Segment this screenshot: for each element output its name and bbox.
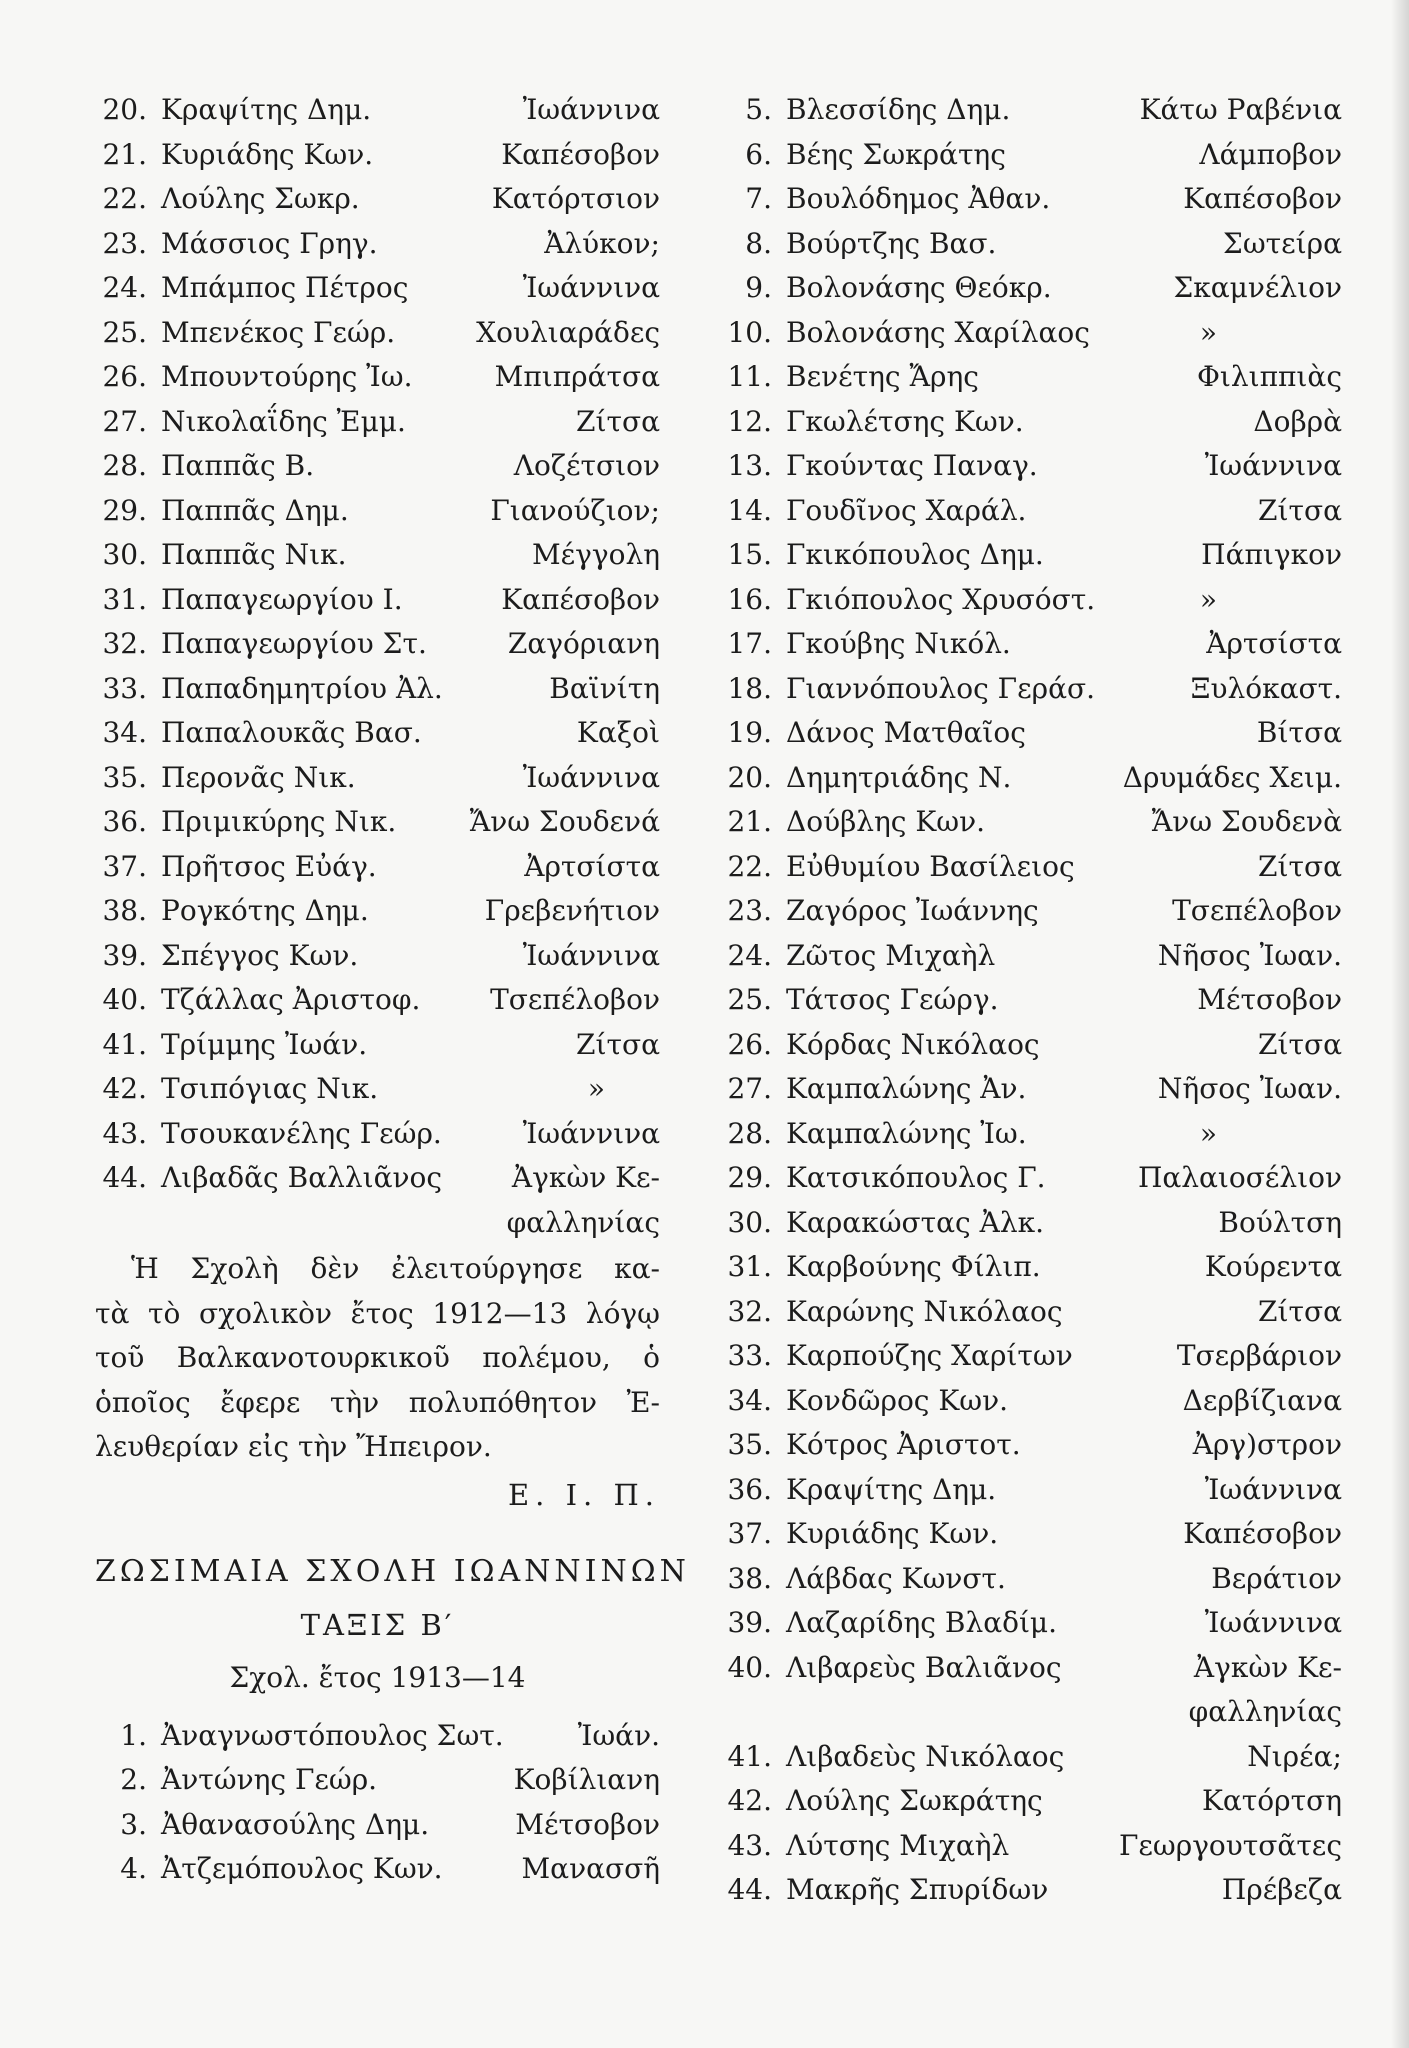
section-subtitle-class: ΤΑΞΙΣ Β′ (300, 1607, 455, 1642)
list-item (720, 1290, 1342, 1335)
entry-name: Μάσσιος Γρηγ. (161, 226, 378, 260)
list-item (720, 1512, 1342, 1557)
entry-name: Τάτσος Γεώργ. (786, 983, 999, 1016)
entry-name: Κατσικόπουλος Γ. (786, 1161, 1046, 1194)
entry-place: » (1199, 1116, 1217, 1150)
entry-name: Πριμικύρης Νικ. (161, 805, 397, 838)
list-item (720, 444, 1342, 489)
entry-name: Κραψίτης Δημ. (161, 93, 372, 126)
entry-place: Μανασσῆ (521, 1852, 660, 1885)
entry-place: Σκαμνέλιον (1173, 271, 1342, 304)
entry-place: Κατόρτση (1201, 1784, 1342, 1817)
entry-number: 25. (102, 315, 147, 349)
entry-number: 43. (727, 1828, 772, 1862)
list-item (95, 266, 660, 311)
list-item (95, 1803, 660, 1848)
entry-place: Χουλιαράδες (476, 315, 660, 349)
list-item (720, 1868, 1342, 1913)
entry-place: Νῆσος Ἰωαν. (1157, 1072, 1342, 1105)
entry-place: Τσεπέλοβον (490, 983, 660, 1016)
entry-name: Γκούβης Νικόλ. (786, 627, 1011, 660)
entry-place: Κοβίλιανη (513, 1763, 660, 1796)
entry-place: Μπιπράτσα (494, 360, 660, 393)
list-item (95, 1156, 660, 1201)
entry-number: 38. (102, 894, 147, 927)
right-column (720, 88, 1342, 1913)
entry-number: 18. (727, 671, 772, 705)
entry-place: Καπέσοβον (1183, 1517, 1342, 1550)
entry-number: 41. (102, 1027, 147, 1061)
entry-place: Ἀργ)στρον (1192, 1428, 1342, 1461)
entry-name: Παππᾶς Νικ. (161, 538, 347, 571)
entry-name: Παππᾶς Δημ. (161, 493, 349, 527)
entry-place: Ζαγόριανη (507, 627, 660, 660)
list-item (95, 1847, 660, 1892)
entry-number: 37. (102, 849, 147, 883)
entry-name: Καμπαλώνης Ἰω. (786, 1116, 1027, 1150)
paragraph-line: τοῦ Βαλκανοτουρκικοῦ πολέμου, ὁ (95, 1341, 660, 1374)
section-school-year: Σχολ. ἔτος 1913—14 (229, 1660, 526, 1694)
entry-name: Σπέγγος Κων. (161, 938, 359, 972)
entry-number: 10. (727, 315, 772, 349)
entry-place: Ζίτσα (1258, 493, 1342, 527)
entry-place: Λοζέτσιον (513, 449, 660, 482)
list-item (95, 1714, 660, 1759)
list-item (720, 400, 1342, 445)
entry-place: Νῆσος Ἰωαν. (1157, 938, 1342, 972)
entry-name: Κόρδας Νικόλαος (786, 1027, 1040, 1061)
list-item (720, 88, 1342, 133)
list-item (720, 1601, 1342, 1646)
list-item (720, 889, 1342, 934)
entry-name: Καρβούνης Φίλιπ. (786, 1250, 1041, 1283)
list-item (720, 1201, 1342, 1246)
entry-number: 32. (727, 1294, 772, 1328)
list-item (720, 1156, 1342, 1201)
entry-number: 37. (727, 1517, 772, 1550)
entry-place: Βούλτση (1218, 1205, 1342, 1239)
entry-place: Ζίτσα (576, 404, 660, 438)
entry-place: Γρεβενήτιον (484, 894, 660, 927)
entry-number: 4. (120, 1852, 147, 1885)
list-item (95, 889, 660, 934)
entry-place: Βαϊνίτη (549, 671, 660, 705)
entry-place: Δοβρὰ (1253, 404, 1342, 438)
paragraph-line: ὁποῖος ἔφερε τὴν πολυπόθητον Ἐ- (95, 1385, 660, 1419)
entry-number: 36. (102, 805, 147, 838)
list-item (720, 1334, 1342, 1379)
entry-number: 29. (102, 493, 147, 527)
entry-place: Ζίτσα (576, 1027, 660, 1061)
student-list-class-a-continued (95, 88, 660, 1245)
list-item (720, 1379, 1342, 1424)
entry-number: 17. (727, 627, 772, 660)
list-item (720, 1646, 1342, 1691)
entry-name: Παπαδημητρίου Ἀλ. (161, 671, 443, 705)
entry-name: Βενέτης Ἄρης (786, 360, 979, 393)
entry-place: Ἰωάννινα (1204, 449, 1342, 482)
list-item (720, 533, 1342, 578)
entry-place: Ἄνω Σουδενά (469, 805, 660, 838)
entry-place: » (1199, 315, 1217, 349)
entry-number: 16. (727, 582, 772, 616)
list-item (720, 711, 1342, 756)
entry-number: 31. (727, 1250, 772, 1283)
list-item (95, 311, 660, 356)
entry-name: Κραψίτης Δημ. (786, 1472, 997, 1506)
entry-place: » (1199, 582, 1217, 616)
entry-name: Γιαννόπουλος Γεράσ. (786, 671, 1095, 705)
list-item (720, 1779, 1342, 1824)
list-item (95, 800, 660, 845)
list-item (720, 667, 1342, 712)
list-item (95, 934, 660, 979)
list-item (95, 222, 660, 267)
entry-place: Καπέσοβον (501, 582, 660, 616)
list-item (95, 756, 660, 801)
entry-name: Παπαλουκᾶς Βασ. (161, 716, 422, 749)
entry-place: Μέτσοβον (515, 1807, 660, 1841)
entry-number: 7. (745, 182, 772, 215)
entry-number: 26. (102, 360, 147, 393)
entry-name: Γκιόπουλος Χρυσόστ. (786, 582, 1096, 616)
list-item (720, 489, 1342, 534)
entry-number: 27. (727, 1072, 772, 1105)
entry-place: Γεωργουτσᾶτες (1118, 1828, 1342, 1862)
entry-place: Ἰωάννινα (522, 938, 660, 972)
entry-name: Μπουντούρης Ἰω. (161, 360, 413, 393)
list-item (95, 845, 660, 890)
list-item (720, 1735, 1342, 1780)
entry-name: Δάνος Ματθαῖος (786, 716, 1026, 749)
student-list-class-b-continued (720, 88, 1342, 1913)
entry-name: Λούλης Σωκράτης (786, 1784, 1043, 1817)
entry-number: 20. (102, 93, 147, 126)
entry-number: 15. (727, 538, 772, 571)
list-item (720, 934, 1342, 979)
entry-place: Ἀρτσίστα (524, 849, 660, 883)
entry-number: 22. (727, 849, 772, 883)
entry-name: Μακρῆς Σπυρίδων (786, 1873, 1049, 1906)
entry-place: Ἰωάννινα (522, 760, 660, 794)
list-item (95, 1112, 660, 1157)
entry-name: Λιβαδᾶς Βαλλιᾶνος (161, 1161, 443, 1194)
entry-number: 24. (102, 271, 147, 304)
entry-place: Κάτω Ραβένια (1139, 93, 1342, 126)
entry-place: Παλαιοσέλιον (1137, 1161, 1342, 1194)
entry-place: Βίτσα (1256, 716, 1342, 749)
entry-number: 13. (727, 449, 772, 482)
entry-name: Ἀτζεμόπουλος Κων. (161, 1852, 443, 1885)
entry-number: 20. (727, 760, 772, 794)
list-item (720, 1067, 1342, 1112)
entry-number: 28. (102, 449, 147, 482)
entry-name: Καρπούζης Χαρίτων (786, 1339, 1073, 1372)
entry-number: 30. (102, 538, 147, 571)
list-item (95, 1067, 660, 1112)
entry-number: 1. (120, 1718, 147, 1752)
entry-name: Καρώνης Νικόλαος (786, 1294, 1063, 1328)
entry-place: Μέγγολη (531, 538, 660, 571)
list-item (720, 1423, 1342, 1468)
paragraph-line: τὰ τὸ σχολικὸν ἔτος 1912—13 λόγῳ (95, 1296, 660, 1330)
list-item (720, 1245, 1342, 1290)
list-item (720, 1023, 1342, 1068)
entry-place: Τσερβάριον (1176, 1339, 1342, 1372)
entry-number: 40. (102, 983, 147, 1016)
entry-number: 31. (102, 582, 147, 616)
entry-name: Βουλόδημος Ἀθαν. (786, 182, 1051, 215)
entry-name: Βολονάσης Χαρίλαος (786, 315, 1090, 349)
entry-name: Παπαγεωργίου Στ. (161, 627, 427, 660)
entry-number: 5. (745, 93, 772, 126)
entry-name: Τρίμμης Ἰωάν. (161, 1027, 368, 1061)
entry-number: 39. (102, 938, 147, 972)
entry-number: 38. (727, 1561, 772, 1595)
entry-place: Λάμποβον (1199, 137, 1342, 171)
entry-name: Παππᾶς Β. (161, 449, 315, 482)
list-item (720, 222, 1342, 267)
list-item (720, 622, 1342, 667)
entry-place: Ἀγκὼν Κε- (511, 1161, 660, 1194)
entry-name: Ἀντώνης Γεώρ. (161, 1763, 378, 1796)
entry-number: 42. (102, 1072, 147, 1105)
entry-name: Ἀθανασούλης Δημ. (161, 1807, 430, 1841)
entry-number: 11. (727, 360, 772, 393)
entry-place: Τσεπέλοβον (1172, 894, 1342, 927)
list-item (720, 311, 1342, 356)
entry-number: 2. (120, 1763, 147, 1796)
entry-place: Δρυμάδες Χειμ. (1122, 760, 1342, 794)
entry-number: 28. (727, 1116, 772, 1150)
entry-name: Λιβαρεὺς Βαλιᾶνος (786, 1650, 1062, 1684)
entry-name: Δούβλης Κων. (786, 805, 986, 838)
entry-name: Βέης Σωκράτης (786, 137, 1006, 171)
entry-number: 12. (727, 404, 772, 438)
entry-name: Παπαγεωργίου Ι. (161, 582, 403, 616)
entry-name: Μπάμπος Πέτρος (161, 271, 409, 304)
entry-number: 34. (102, 716, 147, 749)
entry-number: 44. (727, 1873, 772, 1906)
list-item (720, 845, 1342, 890)
entry-place: Φιλιππιὰς (1196, 360, 1342, 393)
entry-place: Γιανούζιον; (490, 493, 660, 527)
list-item (720, 355, 1342, 400)
entry-place: Πάπιγκον (1201, 538, 1342, 571)
entry-place: Κατόρτσιον (491, 182, 660, 215)
entry-number: 26. (727, 1027, 772, 1061)
entry-name: Καρακώστας Ἀλκ. (786, 1205, 1044, 1239)
entry-number: 23. (727, 894, 772, 927)
entry-name: Ρογκότης Δημ. (161, 894, 369, 927)
entry-name: Λύτσης Μιχαὴλ (786, 1828, 1010, 1862)
entry-number: 9. (745, 271, 772, 304)
entry-name: Κυριάδης Κων. (161, 137, 374, 171)
entry-place: Καπέσοβον (501, 137, 660, 171)
entry-place: Ἰωάν. (577, 1718, 660, 1752)
entry-place: Καπέσοβον (1183, 182, 1342, 215)
entry-name: Κονδῶρος Κων. (786, 1383, 1009, 1417)
entry-name: Περονᾶς Νικ. (161, 760, 356, 794)
entry-number: 22. (102, 182, 147, 215)
list-item (95, 88, 660, 133)
signature-initials: Ε. Ι. Π. (507, 1477, 660, 1512)
list-item (95, 444, 660, 489)
entry-number: 24. (727, 938, 772, 972)
entry-number: 35. (102, 760, 147, 794)
entry-number: 27. (102, 404, 147, 438)
paragraph-line: λευθερίαν εἰς τὴν Ἤπειρον. (95, 1430, 492, 1463)
entry-name: Μπενέκος Γεώρ. (161, 315, 396, 349)
student-list-class-b-start (95, 1714, 660, 1892)
list-item (95, 533, 660, 578)
entry-place: Ἄνω Σουδενὰ (1151, 805, 1342, 838)
entry-number: 42. (727, 1784, 772, 1817)
entry-name: Κότρος Ἀριστοτ. (786, 1428, 1021, 1461)
entry-place: Κούρεντα (1204, 1250, 1342, 1283)
entry-place: Ἰωάννινα (1204, 1606, 1342, 1639)
list-item (720, 1557, 1342, 1602)
entry-name: Νικολαΐδης Ἐμμ. (161, 404, 406, 438)
entry-number: 36. (727, 1472, 772, 1506)
entry-number: 29. (727, 1161, 772, 1194)
entry-place: Δερβίζιανα (1182, 1383, 1342, 1417)
entry-number: 21. (727, 805, 772, 838)
list-item (95, 489, 660, 534)
entry-name: Ζαγόρος Ἰωάννης (786, 894, 1039, 927)
entry-place: Ζίτσα (1258, 849, 1342, 883)
entry-place: Ἰωάννινα (1204, 1472, 1342, 1506)
entry-name: Βούρτζης Βασ. (786, 226, 997, 260)
entry-number: 21. (102, 137, 147, 171)
entry-place: Ἰωάννινα (522, 93, 660, 126)
list-item (95, 622, 660, 667)
entry-name: Λαζαρίδης Βλαδίμ. (786, 1606, 1058, 1639)
entry-place: Σωτείρα (1223, 226, 1342, 260)
list-item (95, 667, 660, 712)
entry-number: 8. (745, 226, 772, 260)
entry-name: Γκούντας Παναγ. (786, 449, 1038, 482)
list-item (720, 756, 1342, 801)
list-item (720, 1824, 1342, 1869)
entry-place: Νιρέα; (1247, 1739, 1342, 1773)
list-item (95, 177, 660, 222)
list-item (720, 978, 1342, 1023)
list-item (95, 711, 660, 756)
entry-place: Βεράτιον (1211, 1561, 1342, 1595)
entry-number: 19. (727, 716, 772, 749)
entry-name: Γκικόπουλος Δημ. (786, 538, 1044, 571)
section-title: ΖΩΣΙΜΑΙΑ ΣΧΟΛΗ ΙΩΑΝΝΙΝΩΝ (95, 1553, 690, 1589)
entry-name: Κυριάδης Κων. (786, 1517, 999, 1550)
list-item (95, 1023, 660, 1068)
entry-name: Ζῶτος Μιχαὴλ (786, 938, 996, 972)
entry-number: 14. (727, 493, 772, 527)
entry-name: Τσουκανέλης Γεώρ. (161, 1116, 442, 1150)
entry-place: Καξοὶ (576, 716, 660, 749)
entry-place: Ζίτσα (1258, 1294, 1342, 1328)
entry-name: Δημητριάδης Ν. (786, 760, 1012, 794)
entry-name: Λάβδας Κωνστ. (786, 1561, 1006, 1595)
entry-number: 34. (727, 1383, 772, 1417)
list-item (95, 355, 660, 400)
entry-place: Ξυλόκαστ. (1190, 671, 1342, 705)
entry-name: Λούλης Σωκρ. (161, 182, 360, 215)
entry-place: Ἀγκὼν Κε- (1193, 1650, 1342, 1684)
entry-number: 23. (102, 226, 147, 260)
entry-number: 30. (727, 1205, 772, 1239)
list-item (720, 177, 1342, 222)
list-item (95, 978, 660, 1023)
entry-name: Πρῆτσος Εὐάγ. (161, 849, 377, 883)
entry-number: 43. (102, 1116, 147, 1150)
entry-place: Ἰωάννινα (522, 1116, 660, 1150)
list-item (720, 1468, 1342, 1513)
entry-name: Τσιπόγιας Νικ. (161, 1072, 379, 1105)
list-item (720, 266, 1342, 311)
closing-paragraph (95, 1247, 660, 1470)
list-item (95, 578, 660, 623)
entry-name: Τζάλλας Ἀριστοφ. (161, 983, 421, 1016)
entry-name: Εὐθυμίου Βασίλειος (786, 849, 1075, 883)
list-item (95, 400, 660, 445)
entry-number: 32. (102, 627, 147, 660)
entry-number: 25. (727, 983, 772, 1016)
entry-name: Λιβαδεὺς Νικόλαος (786, 1739, 1065, 1773)
entry-number: 41. (727, 1739, 772, 1773)
entry-name: Βλεσσίδης Δημ. (786, 93, 1011, 126)
list-item (95, 133, 660, 178)
list-item (720, 133, 1342, 178)
list-item (720, 1112, 1342, 1157)
entry-number: 35. (727, 1428, 772, 1461)
entry-number: 40. (727, 1650, 772, 1684)
list-item (720, 800, 1342, 845)
entry-place: Ἀρτσίστα (1206, 627, 1342, 660)
entry-place: Μέτσοβον (1197, 983, 1342, 1016)
left-column (95, 88, 690, 1913)
list-item (720, 578, 1342, 623)
entry-place: Ζίτσα (1258, 1027, 1342, 1061)
entry-number: 33. (102, 671, 147, 705)
entry-place-continued: φαλληνίας (1188, 1695, 1342, 1728)
entry-name: Γκωλέτσης Κων. (786, 404, 1024, 438)
entry-place: Ἰωάννινα (522, 271, 660, 304)
entry-place: Πρέβεζα (1221, 1873, 1342, 1906)
entry-number: 44. (102, 1161, 147, 1194)
entry-place: » (587, 1072, 605, 1105)
entry-number: 6. (745, 137, 772, 171)
paragraph-line: Ἡ Σχολὴ δὲν ἐλειτούργησε κα- (131, 1252, 660, 1285)
entry-name: Βολονάσης Θεόκρ. (786, 271, 1052, 304)
entry-name: Ἀναγνωστόπουλος Σωτ. (161, 1718, 504, 1752)
entry-place: Ἀλύκον; (544, 226, 660, 260)
entry-name: Γουδῖνος Χαράλ. (786, 493, 1027, 527)
list-item (95, 1758, 660, 1803)
entry-number: 39. (727, 1606, 772, 1639)
entry-number: 33. (727, 1339, 772, 1372)
entry-place-continued: φαλληνίας (506, 1205, 660, 1239)
entry-number: 3. (120, 1807, 147, 1841)
entry-name: Καμπαλώνης Ἀν. (786, 1072, 1027, 1105)
